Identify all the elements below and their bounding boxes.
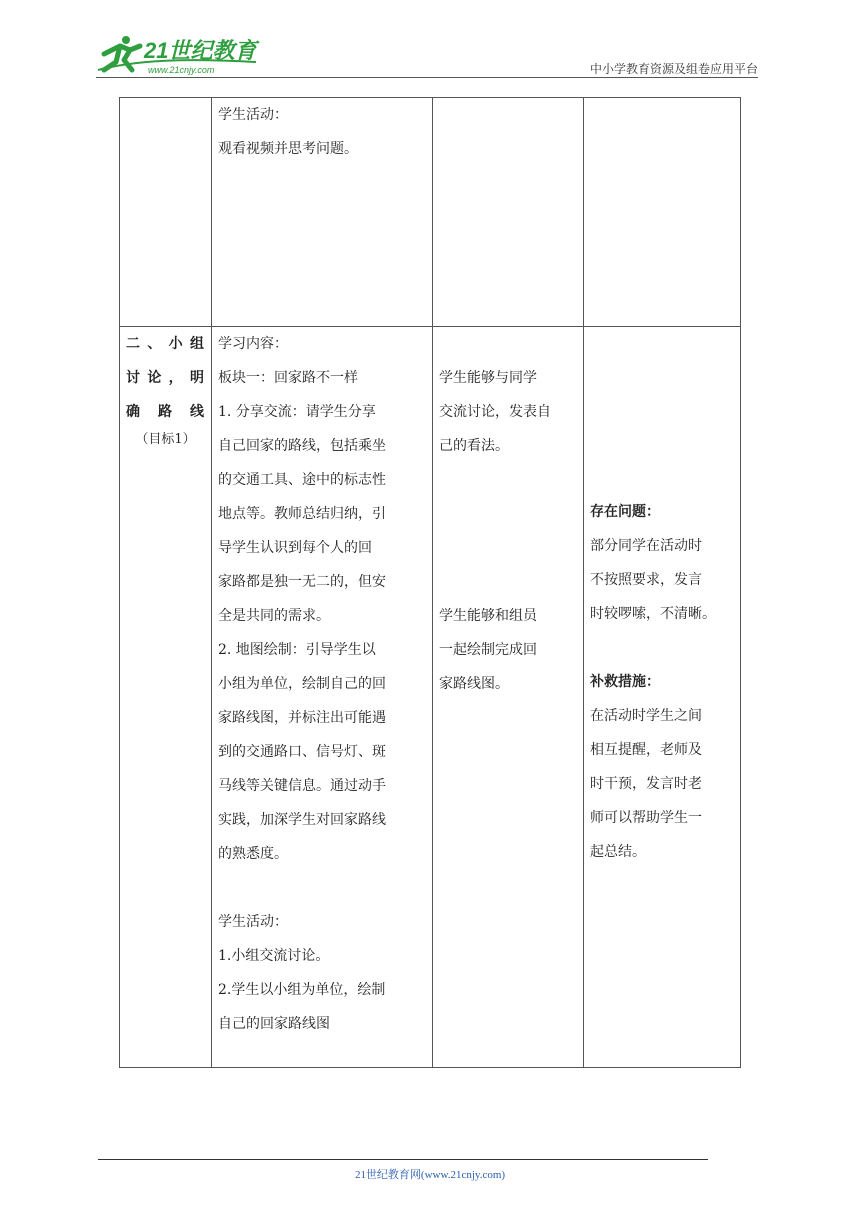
- step-title-line: 二、小组: [126, 336, 205, 352]
- activity-line: 自己的回家路线图: [218, 1016, 330, 1032]
- remedy-line: 相互提醒，老师及: [590, 742, 702, 758]
- spacer: [439, 531, 577, 565]
- svg-text:www.21cnjy.com: www.21cnjy.com: [148, 65, 215, 75]
- remedy-line: 时干预，发言时老: [590, 776, 702, 792]
- evaluation-line: 己的看法。: [439, 438, 509, 454]
- platform-name: 中小学教育资源及组卷应用平台: [589, 62, 758, 76]
- remedy-line: 师可以帮助学生一: [590, 810, 702, 826]
- content-line: 的交通工具、途中的标志性: [218, 472, 386, 488]
- problem-line: 不按照要求，发言: [590, 572, 702, 588]
- table-row: [120, 98, 741, 327]
- evaluation-line: 交流讨论，发表自: [439, 404, 551, 420]
- content-cell: [212, 327, 433, 1068]
- evaluation-cell: [433, 98, 584, 327]
- spacer: [590, 631, 734, 665]
- problem-title: 存在问题：: [590, 504, 660, 520]
- content-line: 2. 地图绘制：引导学生以: [218, 642, 376, 658]
- reflection-cell: [584, 327, 741, 1068]
- activity-line: 1.小组交流讨论。: [218, 948, 330, 964]
- footer-divider: [98, 1159, 708, 1160]
- evaluation-line: 家路线图。: [439, 676, 509, 692]
- activity-title: 学生活动：: [218, 107, 288, 123]
- evaluation-line: 一起绘制完成回: [439, 642, 537, 658]
- remedy-line: 在活动时学生之间: [590, 708, 702, 724]
- content-line: 小组为单位，绘制自己的回: [218, 676, 386, 692]
- remedy-title: 补救措施：: [590, 674, 660, 690]
- step-cell: [120, 327, 212, 1068]
- content-line: 自己回家的路线，包括乘坐: [218, 438, 386, 454]
- step-title-line: 确路线: [126, 404, 205, 420]
- site-logo: [96, 34, 266, 76]
- content-line: 马线等关键信息。通过动手: [218, 778, 386, 794]
- content-line: 板块一：回家路不一样: [218, 370, 358, 386]
- table-row: [120, 327, 741, 1068]
- content-line: 全是共同的需求。: [218, 608, 330, 624]
- content-line: 到的交通路口、信号灯、斑: [218, 744, 386, 760]
- evaluation-line: 学生能够与同学: [439, 370, 537, 386]
- step-title-line: 讨论，明: [126, 370, 205, 386]
- content-line: 地点等。教师总结归纳，引: [218, 506, 386, 522]
- evaluation-line: 学生能够和组员: [439, 608, 537, 624]
- step-goal: （目标1）: [135, 432, 196, 447]
- activity-title: 学生活动：: [218, 914, 288, 930]
- lesson-table: [119, 97, 741, 1068]
- spacer: [439, 565, 577, 599]
- step-cell: [120, 98, 212, 327]
- content-line: 家路线图，并标注出可能遇: [218, 710, 386, 726]
- page-header: [0, 0, 860, 80]
- content-line: 家路都是独一无二的，但安: [218, 574, 386, 590]
- footer-link[interactable]: 21世纪教育网(www.21cnjy.com): [354, 1169, 506, 1181]
- remedy-line: 起总结。: [590, 844, 646, 860]
- activity-line: 观看视频并思考问题。: [218, 141, 358, 157]
- problem-line: 时较啰嗦，不清晰。: [590, 606, 716, 622]
- content-line: 的熟悉度。: [218, 846, 288, 862]
- reflection-cell: [584, 98, 741, 327]
- content-line: 学习内容：: [218, 336, 288, 352]
- content-cell: [212, 98, 433, 327]
- svg-text:21世纪教育: 21世纪教育: [144, 38, 257, 63]
- problem-line: 部分同学在活动时: [590, 538, 702, 554]
- content-line: 1. 分享交流：请学生分享: [218, 404, 376, 420]
- header-divider: [96, 77, 758, 78]
- spacer: [218, 871, 426, 905]
- content-line: 导学生认识到每个人的回: [218, 540, 372, 556]
- content-line: 实践，加深学生对回家路线: [218, 812, 386, 828]
- spacer: [439, 463, 577, 497]
- spacer: [439, 497, 577, 531]
- activity-line: 2.学生以小组为单位，绘制: [218, 982, 386, 998]
- evaluation-cell: [433, 327, 584, 1068]
